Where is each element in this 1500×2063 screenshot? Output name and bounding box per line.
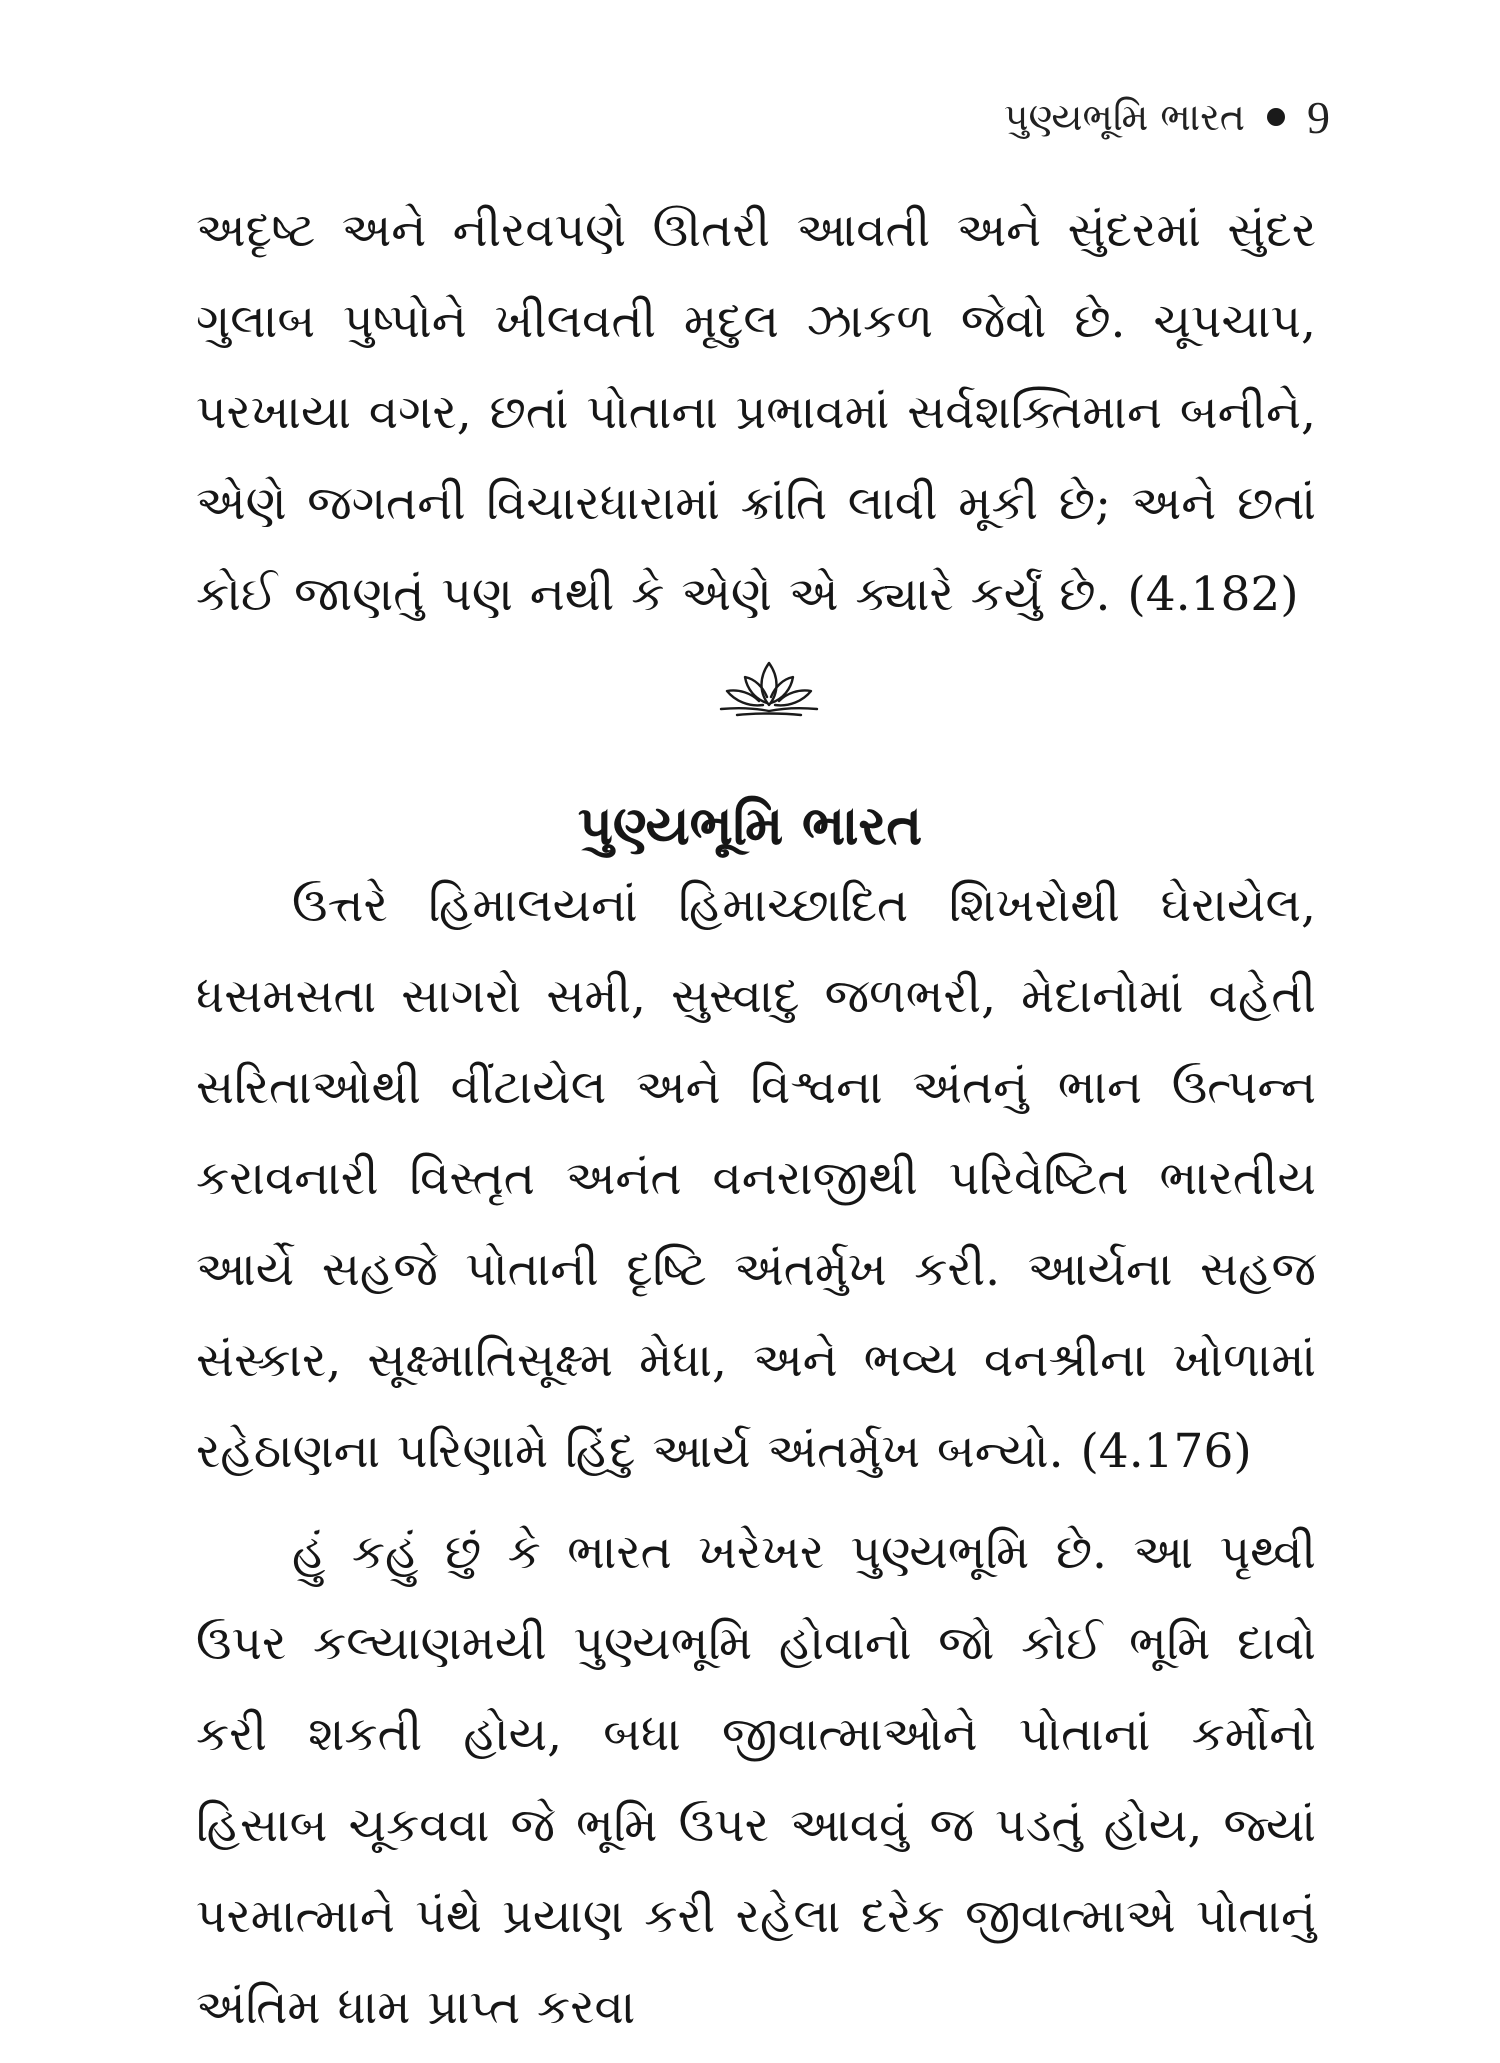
running-header <box>1004 92 1330 142</box>
section-body <box>196 860 1316 2063</box>
section-title: પુણ્યભૂમિ ભારત <box>577 793 923 857</box>
section-paragraph-2: હું કહું છું કે ભારત ખરેખર પુણ્યભૂમિ છે. આ પૃથ્વી ઉપર કલ્યાણમયી પુણ્યભૂમિ હોવાનો જો કોઈ ભૂમિ દાવો કરી શકતી હોય, બધા જીવાત્માઓને પોતાનાં કર્મોનો હિસાબ ચૂકવવા જે ભૂમિ ઉપર આવવું જ પડતું હોય, જ્યાં પરમાત્માને પંથે પ્રયાણ કરી રહેલા દરેક જીવાત્માએ પોતાનું અંતિમ ધામ પ્રાપ્ત કરવા <box>196 1525 1316 2035</box>
page-number: 9 <box>1307 91 1330 143</box>
running-title: પુણ્યભૂમિ ભારત <box>1003 94 1245 139</box>
intro-paragraph: અદૃષ્ટ અને નીરવપણે ઊતરી આવતી અને સુંદરમાં સુંદર ગુલાબ પુષ્પોને ખીલવતી મૃદુલ ઝાકળ જેવો છે. ચૂપચાપ, પરખાયા વગર, છતાં પોતાના પ્રભાવમાં સર્વશક્તિમાન બનીને, એણે જગતની વિચારધારામાં ક્રાંતિ લાવી મૂકી છે; અને છતાં કોઈ જાણતું પણ નથી કે એણે એ ક્યારે કર્યું છે. (4.182) <box>196 203 1316 622</box>
bullet-dot-icon <box>1267 108 1285 126</box>
lotus-icon <box>715 655 823 723</box>
section-paragraph-1: ઉત્તરે હિમાલયનાં હિમાચ્છાદિત શિખરોથી ઘેરાયેલ, ધસમસતા સાગરો સમી, સુસ્વાદુ જળભરી, મેદાનોમાં વહેતી સરિતાઓથી વીંટાયેલ અને વિશ્વના અંતનું ભાન ઉત્પન્ન કરાવનારી વિસ્તૃત અનંત વનરાજીથી પરિવેષ્ટિત ભારતીય આર્યે સહજે પોતાની દૃષ્ટિ અંતર્મુખ કરી. આર્યના સહજ સંસ્કાર, સૂક્ષ્માતિસૂક્ષ્મ મેધા, અને ભવ્ય વનશ્રીના ખોળામાં રહેઠાણના પરિણામે હિંદુ આર્ય અંતર્મુખ બન્યો. (4.176) <box>196 878 1316 1479</box>
intro-paragraph-block <box>196 185 1316 640</box>
